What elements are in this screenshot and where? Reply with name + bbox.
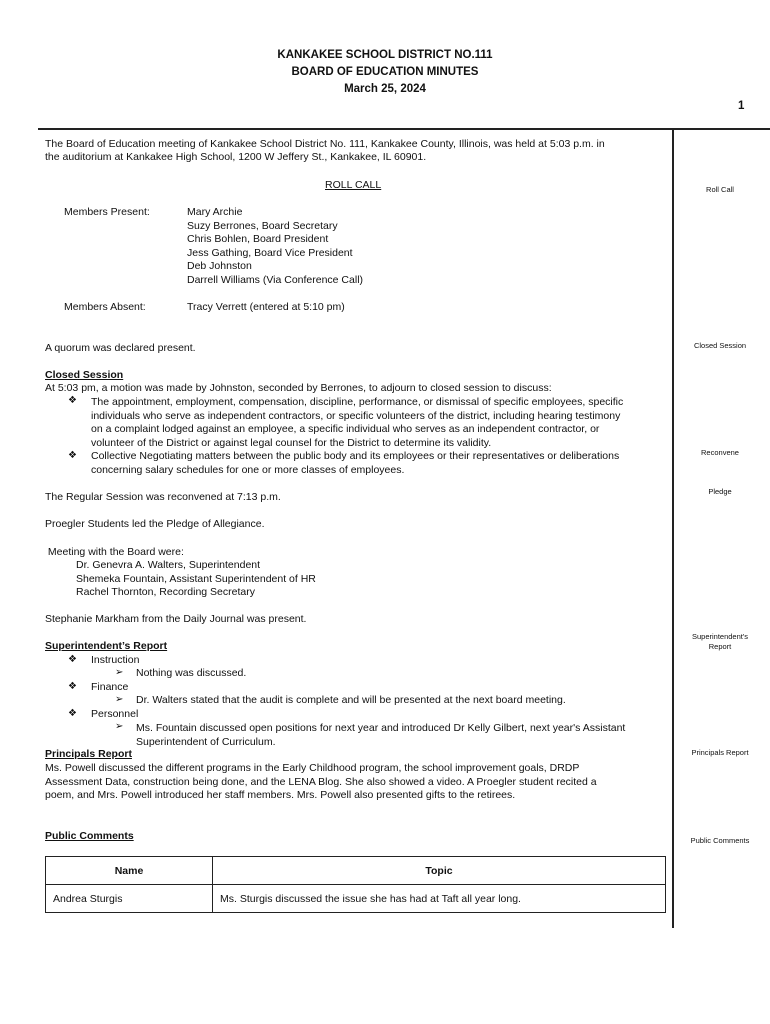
superintendent-report-heading: Superintendent’s Report — [45, 640, 168, 652]
text-line: Superintendent's — [691, 632, 749, 641]
minutes-title: BOARD OF EDUCATION MINUTES — [291, 66, 479, 78]
member-name: Deb Johnston — [187, 260, 252, 272]
meeting-attendees — [76, 559, 316, 600]
page-number: 1 — [738, 100, 745, 112]
table-header-row — [46, 857, 666, 885]
margin-note-roll-call: Roll Call — [706, 185, 734, 194]
table-row — [46, 885, 666, 913]
margin-divider — [672, 128, 674, 928]
margin-note-pledge: Pledge — [708, 487, 732, 496]
instruction-item: Instruction — [91, 654, 140, 666]
arrow-bullet-icon: ➢ — [115, 667, 124, 678]
intro-line-2: the auditorium at Kankakee High School, 1200 W Jeffery St., Kankakee, IL 60901. — [45, 151, 427, 163]
principals-report-heading: Principals Report — [45, 748, 132, 760]
cell-name: Andrea Sturgis — [46, 885, 213, 913]
attendee: Shemeka Fountain, Assistant Superintendent of HR — [76, 572, 316, 585]
text-line: The appointment, employment, compensation, discipline, performance, or dismissal of specific employees, specific — [91, 396, 624, 408]
text-line: poem, and Mrs. Powell introduced her staff members. Mrs. Powell also presented gifts to the retirees. — [45, 789, 516, 801]
personnel-item: Personnel — [91, 708, 139, 720]
reconvene-statement: The Regular Session was reconvened at 7:13 p.m. — [45, 491, 281, 503]
public-comments-heading: Public Comments — [45, 830, 134, 842]
roll-call-heading: ROLL CALL — [325, 179, 382, 191]
cell-topic: Ms. Sturgis discussed the issue she has had at Taft all year long. — [213, 885, 666, 913]
text-line: on a complaint lodged against an employee, a specific individual who serves as an independent contractor, or — [91, 423, 600, 435]
attendee: Dr. Genevra A. Walters, Superintendent — [76, 559, 261, 571]
arrow-bullet-icon: ➢ — [115, 721, 124, 732]
member-name: Suzy Berrones, Board Secretary — [187, 219, 338, 232]
member-name: Mary Archie — [187, 206, 243, 218]
diamond-bullet-icon: ❖ — [68, 681, 77, 692]
closed-session-intro: At 5:03 pm, a motion was made by Johnston, seconded by Berrones, to adjourn to closed session to discuss: — [45, 382, 552, 394]
public-comments-table — [45, 856, 666, 913]
members-present-label: Members Present: — [64, 206, 150, 218]
meeting-date: March 25, 2024 — [344, 83, 426, 95]
diamond-bullet-icon: ❖ — [68, 395, 77, 406]
text-line: individuals who serve as independent contractors, or specific volunteers of the district, including hearing testimony — [91, 409, 621, 422]
text-line: Collective Negotiating matters between the public body and its employees or their representatives or deliberations — [91, 450, 620, 462]
finance-note: Dr. Walters stated that the audit is complete and will be presented at the next board meeting. — [136, 694, 566, 706]
quorum-statement: A quorum was declared present. — [45, 342, 196, 354]
margin-note-reconvene: Reconvene — [701, 448, 739, 457]
members-present-list — [187, 206, 363, 287]
pledge-statement: Proegler Students led the Pledge of Allegiance. — [45, 518, 265, 530]
member-name: Darrell Williams (Via Conference Call) — [187, 273, 364, 286]
instruction-note: Nothing was discussed. — [136, 667, 247, 679]
column-header-name: Name — [46, 857, 213, 885]
text-line: Ms. Fountain discussed open positions for next year and introduced Dr Kelly Gilbert, next year's Assistant — [136, 722, 626, 734]
diamond-bullet-icon: ❖ — [68, 708, 77, 719]
personnel-note — [136, 722, 625, 749]
intro-line-1: The Board of Education meeting of Kankakee School District No. 111, Kankakee County, Illinois, was held at 5:03 p.m. in — [45, 138, 605, 150]
margin-note-public-comments: Public Comments — [690, 836, 750, 845]
member-name: Chris Bohlen, Board President — [187, 233, 329, 245]
attendee: Rachel Thornton, Recording Secretary — [76, 586, 255, 598]
text-line: concerning salary schedules for one or more classes of employees. — [91, 463, 405, 476]
text-line: Superintendent of Curriculum. — [136, 735, 276, 748]
closed-session-item-2 — [91, 450, 619, 477]
district-title: KANKAKEE SCHOOL DISTRICT NO.111 — [277, 49, 493, 61]
arrow-bullet-icon: ➢ — [115, 694, 124, 705]
members-absent-label: Members Absent: — [64, 301, 146, 313]
principals-report-body — [45, 762, 597, 803]
margin-note-principals: Principals Report — [691, 748, 749, 757]
members-absent-value: Tracy Verrett (entered at 5:10 pm) — [187, 301, 345, 313]
text-line: Report — [708, 642, 732, 651]
closed-session-heading: Closed Session — [45, 369, 124, 381]
margin-note-closed-session: Closed Session — [693, 341, 747, 350]
text-line: volunteer of the District or against legal counsel for the District to determine its validity. — [91, 436, 492, 449]
meeting-intro: Meeting with the Board were: — [45, 546, 184, 558]
diamond-bullet-icon: ❖ — [68, 654, 77, 665]
closed-session-item-1 — [91, 396, 623, 450]
header-divider — [38, 128, 770, 130]
column-header-topic: Topic — [213, 857, 666, 885]
diamond-bullet-icon: ❖ — [68, 450, 77, 461]
margin-note-superintendent — [676, 632, 764, 652]
press-statement: Stephanie Markham from the Daily Journal was present. — [45, 613, 307, 625]
text-line: Assessment Data, construction being done, and the LENA Blog. She also showed a video. A Proegler student recited a — [45, 775, 597, 788]
finance-item: Finance — [91, 681, 129, 693]
text-line: Ms. Powell discussed the different programs in the Early Childhood program, the school improvement goals, DRDP — [45, 762, 580, 774]
member-name: Jess Gathing, Board Vice President — [187, 246, 353, 259]
